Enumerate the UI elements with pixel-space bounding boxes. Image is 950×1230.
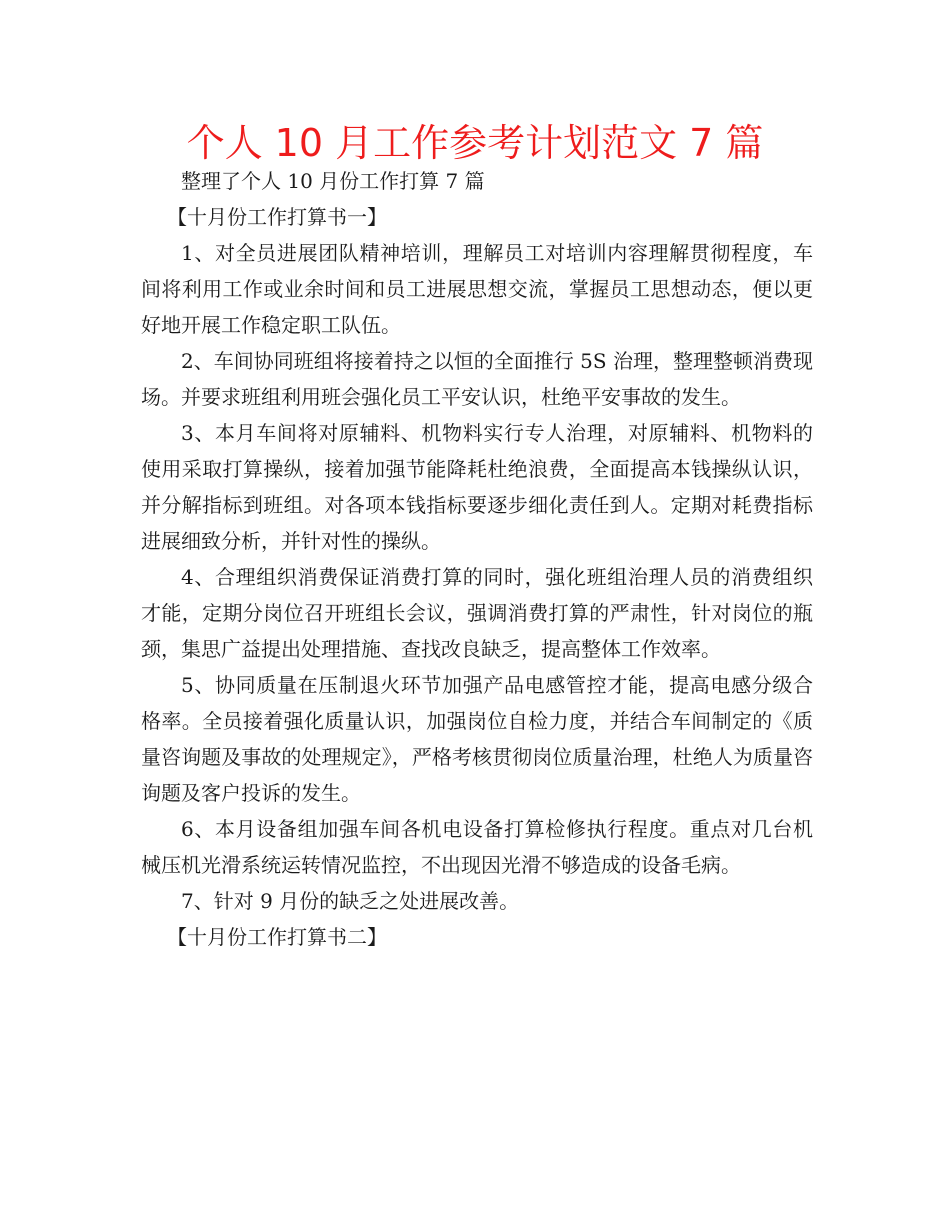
intro-line: 整理了个人 10 月份工作打算 7 篇 bbox=[181, 169, 485, 193]
document-title: 个人 10 月工作参考计划范文 7 篇 bbox=[186, 121, 764, 165]
paragraph-item-1: 1、对全员进展团队精神培训，理解员工对培训内容理解贯彻程度，车间将利用工作或业余时间和员工进展思想交流，掌握员工思想动态，便以更好地开展工作稳定职工队伍。 bbox=[141, 241, 813, 337]
section-heading-two: 【十月份工作打算书二】 bbox=[167, 925, 387, 949]
paragraph-item-3: 3、本月车间将对原辅料、机物料实行专人治理，对原辅料、机物料的使用采取打算操纵，接着加强节能降耗杜绝浪费，全面提高本钱操纵认识，并分解指标到班组。对各项本钱指标要逐步细化责任到人。定期对耗费指标进展细致分析，并针对性的操纵。 bbox=[141, 421, 813, 553]
paragraph-item-6: 6、本月设备组加强车间各机电设备打算检修执行程度。重点对几台机械压机光滑系统运转情况监控，不出现因光滑不够造成的设备毛病。 bbox=[141, 817, 813, 877]
document-body bbox=[141, 163, 813, 955]
paragraph-item-5: 5、协同质量在压制退火环节加强产品电感管控才能，提高电感分级合格率。全员接着强化质量认识，加强岗位自检力度，并结合车间制定的《质量咨询题及事故的处理规定》，严格考核贯彻岗位质量治理，杜绝人为质量咨询题及客户投诉的发生。 bbox=[141, 673, 813, 805]
paragraph-item-2: 2、车间协同班组将接着持之以恒的全面推行 5S 治理，整理整顿消费现场。并要求班组利用班会强化员工平安认识，杜绝平安事故的发生。 bbox=[141, 349, 813, 409]
paragraph-item-4: 4、合理组织消费保证消费打算的同时，强化班组治理人员的消费组织才能，定期分岗位召开班组长会议，强调消费打算的严肃性，针对岗位的瓶颈，集思广益提出处理措施、查找改良缺乏，提高整体工作效率。 bbox=[141, 565, 813, 661]
section-heading-one: 【十月份工作打算书一】 bbox=[167, 205, 387, 229]
paragraph-item-7: 7、针对 9 月份的缺乏之处进展改善。 bbox=[181, 889, 520, 913]
